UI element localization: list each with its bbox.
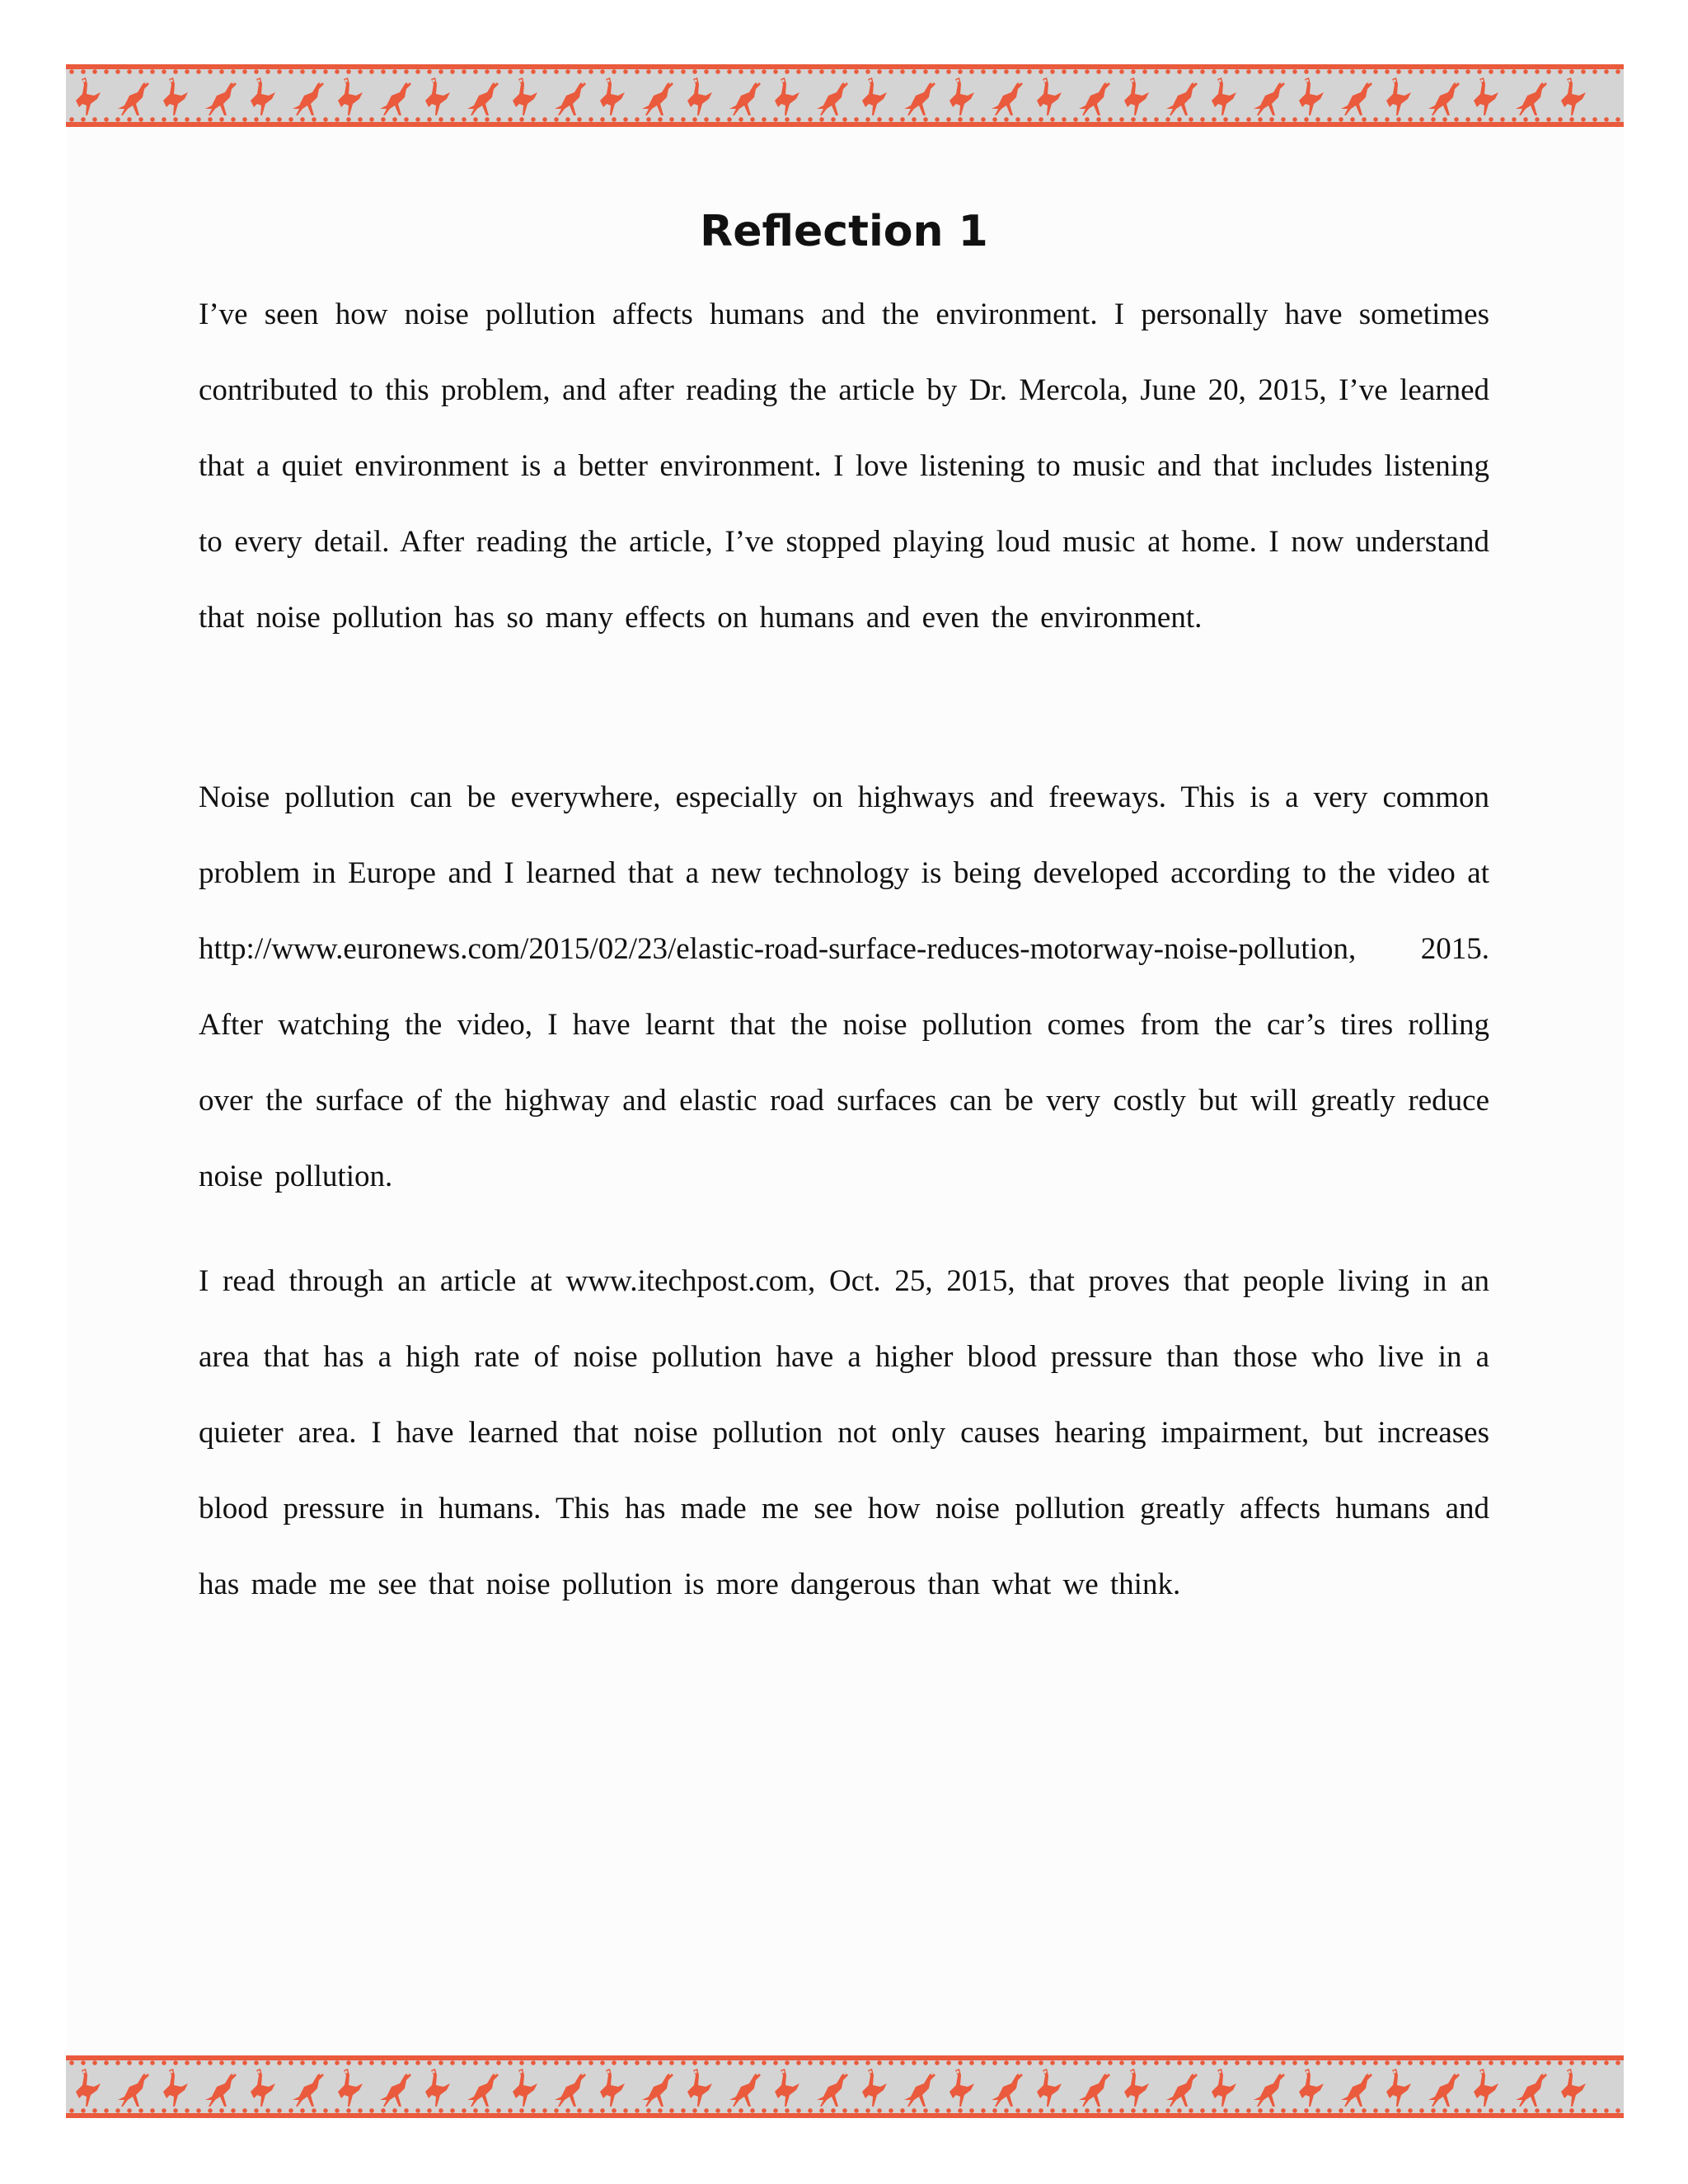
bird-motif-icon	[555, 81, 586, 115]
bird-motif-icon	[862, 77, 887, 115]
bird-motif-icon	[1299, 2069, 1324, 2107]
bottom-border-pattern	[66, 2060, 1624, 2113]
bird-motif-icon	[1212, 2069, 1236, 2107]
bird-motif-icon	[1037, 77, 1062, 115]
bird-motif-icon	[118, 81, 149, 115]
bird-motif-icon	[1561, 77, 1586, 115]
bird-motif-icon	[1079, 81, 1110, 115]
bird-motif-icon	[76, 2069, 101, 2107]
bird-motif-icon	[1037, 2069, 1062, 2107]
bird-motif-icon	[163, 2069, 188, 2107]
bird-motif-icon	[1341, 81, 1372, 115]
bird-motif-icon	[950, 2069, 974, 2107]
bird-motif-icon	[1299, 77, 1324, 115]
paragraph-1-block	[199, 277, 1489, 656]
bird-motif-icon	[1124, 77, 1149, 115]
bird-motif-icon	[1386, 77, 1411, 115]
bird-motif-icon	[76, 77, 101, 115]
paragraph-3-block	[199, 1244, 1489, 1623]
bird-motif-icon	[1341, 2072, 1372, 2107]
bird-motif-icon	[729, 2072, 761, 2107]
bird-motif-icon	[380, 81, 411, 115]
bird-motif-icon	[642, 81, 673, 115]
paragraph-1: I’ve seen how noise pollution affects humans and the environment. I personally have sometimes contributed to this problem, and after reading the article by Dr. Mercola, June 20, 2015, I’ve learned that a quiet environment is a better environment. I love listening to music and that includes listening to every detail. After reading the article, I’ve stopped playing loud music at home. I now understand that noise pollution has so many effects on humans and even the environment.	[199, 298, 1489, 635]
bottom-decorative-border	[66, 2055, 1624, 2118]
bird-motif-icon	[729, 81, 761, 115]
bird-motif-icon	[1474, 2069, 1498, 2107]
bird-motif-icon	[1386, 2069, 1411, 2107]
bird-motif-icon	[205, 81, 237, 115]
bird-motif-icon	[1166, 2072, 1198, 2107]
top-border-pattern	[66, 69, 1624, 122]
bird-motif-icon	[425, 2069, 450, 2107]
bird-motif-icon	[1124, 2069, 1149, 2107]
bird-motif-icon	[163, 77, 188, 115]
bird-motif-icon	[950, 77, 974, 115]
bird-motif-icon	[338, 77, 363, 115]
bird-motif-icon	[1428, 81, 1460, 115]
bird-motif-icon	[425, 77, 450, 115]
bird-motif-icon	[642, 2072, 673, 2107]
paragraph-2: Noise pollution can be everywhere, especially on highways and freeways. This is a very common problem in Europe and I learned that a new technology is being developed according to the video at http://www.euronews.com/2015/02/23/elastic-road-surface-reduces-motorway-noise-pollution, 2015. After watching the video, I have learnt that the noise pollution comes from the car’s tires rolling over the surface of the highway and elastic road surfaces can be very costly but will greatly reduce noise pollution.	[199, 780, 1489, 1193]
bird-motif-icon	[118, 2072, 149, 2107]
bird-motif-icon	[687, 2069, 712, 2107]
bird-motif-icon	[817, 2072, 848, 2107]
bird-motif-icon	[380, 2072, 411, 2107]
bird-motif-icon	[513, 77, 537, 115]
bird-motif-icon	[1474, 77, 1498, 115]
bird-motif-icon	[555, 2072, 586, 2107]
bird-motif-icon	[992, 81, 1023, 115]
bird-motif-icon	[775, 2069, 799, 2107]
bird-motif-icon	[1212, 77, 1236, 115]
bird-motif-icon	[687, 77, 712, 115]
bird-motif-icon	[1166, 81, 1198, 115]
bird-motif-icon	[600, 2069, 625, 2107]
bird-motif-icon	[1428, 2072, 1460, 2107]
bird-motif-icon	[904, 2072, 935, 2107]
bird-motif-icon	[205, 2072, 237, 2107]
paragraph-3: I read through an article at www.itechpost.com, Oct. 25, 2015, that proves that people living in an area that has a high rate of noise pollution have a higher blood pressure than those who live in a quieter area. I have learned that noise pollution not only causes hearing impairment, but increases blood pressure in humans. This has made me see how noise pollution greatly affects humans and has made me see that noise pollution is more dangerous than what we think.	[199, 1264, 1489, 1601]
page-title: Reflection 1	[700, 207, 988, 256]
bird-motif-icon	[513, 2069, 537, 2107]
bird-motif-icon	[1079, 2072, 1110, 2107]
top-decorative-border	[66, 64, 1624, 127]
bird-motif-icon	[775, 77, 799, 115]
paragraph-2-block	[199, 760, 1489, 1215]
bird-motif-icon	[293, 2072, 324, 2107]
bird-motif-icon	[862, 2069, 887, 2107]
bird-motif-icon	[992, 2072, 1023, 2107]
bird-motif-icon	[600, 77, 625, 115]
bird-motif-icon	[467, 2072, 499, 2107]
bird-motif-icon	[251, 2069, 275, 2107]
bird-motif-icon	[338, 2069, 363, 2107]
bird-motif-icon	[1561, 2069, 1586, 2107]
bird-motif-icon	[904, 81, 935, 115]
bird-motif-icon	[1516, 2072, 1547, 2107]
bird-motif-icon	[251, 77, 275, 115]
bird-motif-icon	[293, 81, 324, 115]
bird-motif-icon	[1254, 81, 1285, 115]
bird-motif-icon	[817, 81, 848, 115]
bird-motif-icon	[1254, 2072, 1285, 2107]
bird-motif-icon	[1516, 81, 1547, 115]
bird-motif-icon	[467, 81, 499, 115]
